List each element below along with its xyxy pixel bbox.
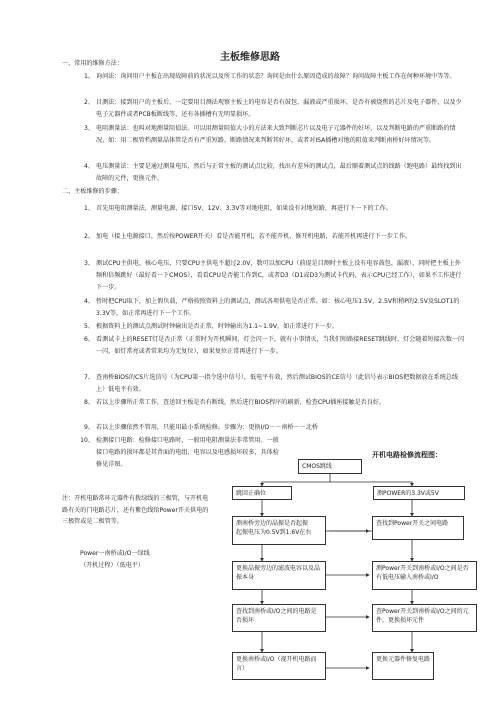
list-number: 2、 (84, 233, 94, 240)
list-number: 3、 (84, 260, 94, 267)
list-item-text: 首先用电阻测量法，测量电源、接口5V、12V、3.3V等对地电阻，如果没有对地短路，再进行下一下的工作。 (96, 205, 392, 212)
section-heading-steps: 二、主板维修的步骤： (62, 188, 123, 195)
list-number: 4、 (84, 163, 94, 170)
list-number: 10、 (80, 437, 94, 444)
list-number: 4、 (84, 298, 94, 305)
flow-box-cmos: CMOS跳线 (298, 459, 362, 474)
flow-box-replace-part: 更换元器件修复电路 (372, 652, 434, 680)
list-item-text: 查南桥BIOS的CS片选信号（为CPU第一指令选中信号），低电平有效，然后测试BIOS的CE信号（此信号表示BIOS把数据放在系统总线上）低电平有效。 (96, 374, 458, 394)
section-heading-methods: 一、常用的维修方法： (62, 60, 123, 67)
flow-box-replace-io: 更换南桥或I/O（视开机电路而言） (232, 652, 326, 680)
flow-box-power-circuit: 查找到Power开关之间电路 (372, 516, 464, 540)
flow-box-check-io: 测Power开关到南桥或I/O之间是否有低电压输入南桥或I/O (372, 561, 477, 590)
flow-box-check-power: 测POWER的3.3V或5V (373, 486, 465, 500)
list-number: 3、 (84, 125, 94, 132)
list-number: 2、 (84, 99, 94, 106)
crystal-line2: 起振电压为0.5V到1.6V在右 (236, 529, 312, 536)
flow-box-check-between: 查Power开关到南桥或I/O之间的元件，更换损坏元件 (372, 604, 477, 632)
flow-box-jumper-ok: 跳回正确位 (232, 486, 292, 500)
list-item-text: 根据资料上的测试点测试时钟输出是否正常，时钟输出为1.1~1.9V，如正常进行下一步。 (96, 323, 338, 330)
note-text: 注：开机电路常环元器件有拨绿线的三极管，与开机电路有关的门电路芯片，还有紫色线给Power开关供电的三极管或是二极管等。 (62, 495, 209, 525)
list-number: 5、 (84, 323, 94, 330)
flow-box-replace-crystal: 更换晶振旁边的滤波电容以及晶振本身 (232, 561, 326, 590)
flow-box-find-line: 查找到南桥或I/O之间的电路是否损坏 (232, 604, 326, 632)
list-item-text: 若以上步骤所正常工作，查送回主板是否有断线，然后进行BIOS程序的刷新，检查CPU插座接触是否良好。 (96, 399, 386, 406)
list-number: 8、 (84, 399, 94, 406)
list-item-text: 若以上步骤依然不管用，只能用最小系统检修。步骤为：更换I/O－－南桥－－北桥 (96, 424, 318, 431)
list-number: 6、 (84, 336, 94, 343)
list-item-text: 检测接口电路：检修接口电路时，一般用电阻测量法非常管用。一般接口电路的损坏都是其背面的电组、电容以及电感损坏较多，具体检修见详图。 (96, 437, 279, 469)
list-item-text: 目测法：接到用户的主板后，一定要用目测法观察主板上的电容是否有鼓包、漏液或严重损坏，是否有被烧焦的芯片及电子器件，以及少电子元器件或者PCB板断线等，还有各插槽有无明显损坏。 (96, 99, 462, 119)
list-number: 7、 (84, 374, 94, 381)
list-item-text: 测试CPU主供电、核心电压，只要CPU主供电不超过2.0V，数可以加CPU（前提是目测时主板上没有电容鼓包、漏液），同时把主板上外频和倍频跳好（最好看一下CMOS），看看CPU是否能工作到C，或者D3（D1或D3为测试卡代码，表示CPU已经工作），如果不工作进行下一步。 (96, 260, 462, 292)
list-number: 9、 (84, 424, 94, 431)
list-number: 1、 (84, 73, 94, 80)
list-item-text: 暂时把CPU取下，加上假负载，严格按照资料上的测试点，测试各项供电是否正常。如：核心电压1.5V，2.5V和稍P的2.5V及SLOT1的3.3V等，如正常再进行下一个工作。 (96, 298, 460, 318)
flowchart-title: 开机电路检修流程图： (372, 451, 442, 459)
crystal-line1: 测南桥旁边的晶振是否起振 (236, 520, 309, 527)
page-title: 主板维修思路 (220, 52, 280, 63)
flow-box-crystal (232, 516, 326, 545)
list-item-text: 电压测量法：主要是通过测量电压，然后与正常主板的测试点比较，找出有差异的测试点，最后顺着测试点的线路（跑电路）最终找到出故障的元件，更换元件。 (96, 163, 462, 183)
list-item-text: 加电（接上电源接口，然后按POWER开关）看是否能开机，若不能开机，修开机电路，若能开机再进行下一步工作。 (96, 233, 412, 240)
power-line-text: Power一南桥或I/O一绿线 (80, 550, 150, 557)
list-item-text: 电阻测量法：也叫对地测量阻值法。可以用测量阻值大小的方法来大致判断芯片以及电子元器件的好坏，以及判断电路的严重断路的情况。如：用二极管档测量晶体管是否有严重短路、断路情况来判断其好坏，或者对ISA插槽对地的阻值来判断南桥好坏情况等。 (96, 125, 456, 145)
list-item-text: 询问法：询问用户主板在出现故障前的状况以及所工作的状态？询问是由什么原因造成的故障？询问故障主板工作在何种环境中等等。 (96, 73, 456, 80)
list-number: 1、 (84, 205, 94, 212)
power-line-subtext: （开机过程）（低电平） (80, 562, 144, 569)
list-item-text: 看测试卡上的RESET灯是否正常（正常时为开机瞬间，灯会闪一下，就有小事情灭，当我们短路接RESET跳线时，灯会随着短接次数一闪一闪，如灯常亮或者常来均为无复位），如果复位正常再进行下一步。 (96, 336, 465, 356)
